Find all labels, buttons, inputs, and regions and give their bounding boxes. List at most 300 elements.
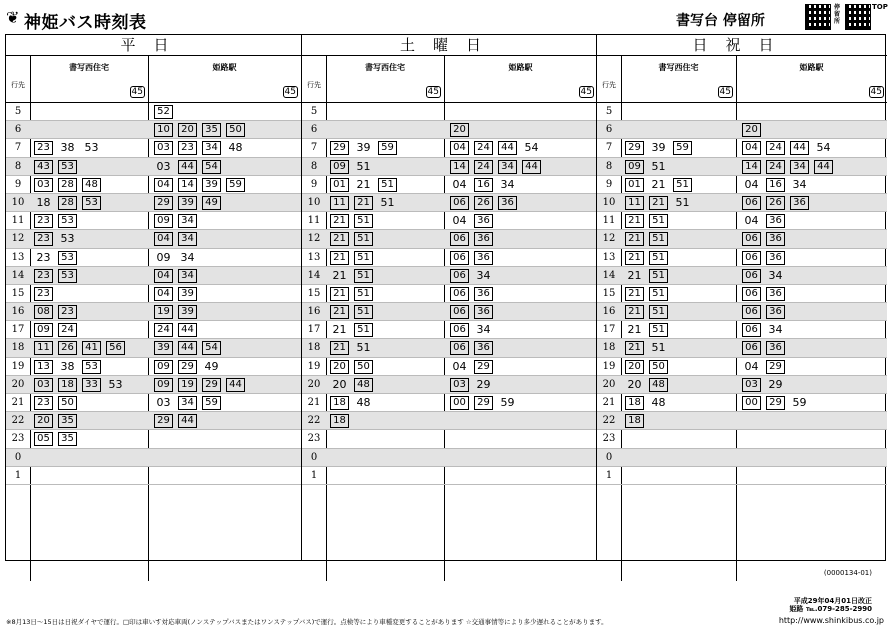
departure-minute: 44: [814, 160, 833, 174]
hour-label: 6: [14, 124, 22, 136]
departure-minute: 03: [154, 141, 173, 155]
timetable-rows: [597, 103, 887, 485]
qr-code-icon[interactable]: [805, 4, 831, 30]
minutes-cell: [34, 194, 106, 212]
hour-row: [597, 249, 887, 267]
top-link[interactable]: TOP: [872, 3, 888, 11]
minutes-cell: [330, 303, 378, 321]
hour-row: [6, 303, 301, 321]
timetable-code: (0000134-01): [823, 569, 872, 577]
departure-minute: 51: [354, 214, 373, 228]
qr-code-icon[interactable]: [845, 4, 871, 30]
departure-minute: 59: [378, 141, 397, 155]
departure-minute: 20: [34, 414, 53, 428]
minutes-cell: [154, 339, 226, 357]
departure-minute: 44: [178, 341, 197, 355]
departure-minute: 09: [330, 160, 349, 174]
dest-col-label: 行先: [11, 81, 25, 89]
departure-minute: 34: [498, 160, 517, 174]
departure-minute: 36: [766, 305, 785, 319]
departure-minute: 06: [450, 251, 469, 265]
minutes-cell: [742, 358, 790, 376]
departure-minute: 18: [58, 378, 77, 392]
hour-row: [597, 376, 887, 394]
departure-minute: 04: [744, 214, 759, 228]
departure-minute: 11: [330, 196, 349, 210]
departure-minute: 06: [450, 305, 469, 319]
minutes-cell: [34, 394, 82, 412]
minutes-cell: [450, 376, 498, 394]
minutes-cell: [154, 358, 226, 376]
hour-label: 7: [14, 142, 22, 154]
hour-label: 16: [11, 306, 25, 318]
minutes-cell: [625, 394, 673, 412]
departure-minute: 44: [178, 414, 197, 428]
hour-label: 18: [602, 342, 616, 354]
minutes-cell: [742, 394, 814, 412]
website-link[interactable]: http://www.shinkibus.co.jp: [778, 616, 884, 625]
departure-minute: 21: [625, 214, 644, 228]
departure-minute: 24: [474, 160, 493, 174]
minutes-cell: [330, 394, 378, 412]
hour-row: [597, 303, 887, 321]
departure-minute: 53: [60, 232, 75, 246]
hour-row: [597, 285, 887, 303]
departure-minute: 06: [450, 287, 469, 301]
hour-row: [6, 339, 301, 357]
minutes-cell: [450, 212, 498, 230]
hour-row: [597, 339, 887, 357]
departure-minute: 51: [354, 232, 373, 246]
departure-minute: 59: [226, 178, 245, 192]
hour-label: 23: [307, 433, 321, 445]
departure-minute: 23: [34, 287, 53, 301]
contact-phone: 姫路 ℡.079-285-2990: [789, 605, 872, 613]
hour-label: 15: [11, 287, 25, 299]
departure-minute: 56: [106, 341, 125, 355]
minutes-cell: [330, 376, 378, 394]
minutes-cell: [34, 230, 82, 248]
departure-minute: 23: [34, 232, 53, 246]
hour-label: 17: [11, 324, 25, 336]
hour-label: 6: [605, 124, 613, 136]
departure-minute: 23: [34, 141, 53, 155]
departure-minute: 51: [354, 287, 373, 301]
minutes-cell: [625, 267, 673, 285]
departure-minute: 52: [154, 105, 173, 119]
hour-label: 5: [14, 106, 22, 117]
departure-minute: 59: [792, 396, 807, 409]
route-number: 45: [284, 87, 296, 97]
departure-minute: 38: [60, 141, 75, 155]
destination-name: 姫路駅: [212, 63, 237, 72]
hour-label: 15: [602, 287, 616, 299]
departure-minute: 51: [380, 195, 395, 209]
departure-minute: 23: [34, 214, 53, 228]
departure-minute: 53: [58, 269, 77, 283]
hour-row: [597, 230, 887, 248]
minutes-cell: [742, 249, 790, 267]
hour-label: 13: [11, 251, 25, 263]
departure-minute: 21: [332, 323, 347, 337]
departure-minute: 48: [649, 378, 668, 392]
hour-row: [597, 212, 887, 230]
hour-label: 1: [605, 469, 613, 481]
dest-header: [30, 56, 148, 102]
departure-minute: 54: [524, 141, 539, 155]
departure-minute: 33: [82, 378, 101, 392]
hour-row: [6, 430, 301, 448]
departure-minute: 21: [332, 268, 347, 282]
column-header: [597, 56, 887, 103]
departure-minute: 51: [651, 341, 666, 355]
minutes-cell: [154, 139, 250, 157]
departure-minute: 24: [474, 141, 493, 155]
departure-minute: 20: [332, 377, 347, 391]
hour-row: [302, 376, 597, 394]
minutes-cell: [34, 285, 58, 303]
minutes-cell: [625, 230, 673, 248]
departure-minute: 26: [766, 196, 785, 210]
departure-minute: 04: [452, 177, 467, 191]
departure-minute: 34: [500, 177, 515, 191]
dest-header: [326, 56, 444, 102]
hour-row: [302, 412, 597, 430]
departure-minute: 14: [178, 178, 197, 192]
minutes-cell: [330, 285, 378, 303]
departure-minute: 50: [226, 123, 245, 137]
departure-minute: 03: [34, 178, 53, 192]
hour-row: [6, 194, 301, 212]
departure-minute: 03: [450, 378, 469, 392]
hour-label: 15: [307, 287, 321, 299]
departure-minute: 44: [178, 323, 197, 337]
minutes-cell: [450, 267, 498, 285]
route-number: 45: [131, 87, 143, 97]
departure-minute: 21: [356, 177, 371, 191]
departure-minute: 51: [649, 305, 668, 319]
hour-label: 13: [307, 251, 321, 263]
hour-label: 14: [307, 269, 321, 281]
column-header: [302, 56, 597, 103]
departure-minute: 34: [792, 177, 807, 191]
departure-minute: 29: [766, 360, 785, 374]
departure-minute: 03: [34, 378, 53, 392]
minutes-cell: [34, 358, 106, 376]
departure-minute: 21: [627, 323, 642, 337]
departure-minute: 34: [180, 250, 195, 264]
departure-minute: 13: [34, 360, 53, 374]
departure-minute: 51: [354, 305, 373, 319]
departure-minute: 21: [625, 341, 644, 355]
minutes-cell: [742, 176, 814, 194]
departure-minute: 29: [474, 396, 493, 410]
departure-minute: 06: [742, 341, 761, 355]
hour-row: [302, 267, 597, 285]
hour-row: [597, 358, 887, 376]
departure-minute: 05: [34, 432, 53, 446]
departure-minute: 51: [354, 323, 373, 337]
hour-label: 22: [11, 415, 25, 427]
departure-minute: 29: [766, 396, 785, 410]
departure-minute: 09: [154, 360, 173, 374]
departure-minute: 54: [202, 160, 221, 174]
minutes-cell: [625, 285, 673, 303]
minutes-cell: [34, 303, 82, 321]
hour-label: 0: [310, 451, 318, 463]
column-header: [6, 56, 301, 103]
departure-minute: 11: [625, 196, 644, 210]
hour-row: [6, 230, 301, 248]
departure-minute: 29: [330, 141, 349, 155]
departure-minute: 24: [154, 323, 173, 337]
departure-minute: 44: [790, 141, 809, 155]
hour-label: 13: [602, 251, 616, 263]
departure-minute: 34: [178, 232, 197, 246]
departure-minute: 49: [204, 359, 219, 373]
minutes-cell: [154, 412, 202, 430]
hour-label: 6: [310, 124, 318, 136]
departure-minute: 51: [673, 178, 692, 192]
departure-minute: 21: [330, 232, 349, 246]
minutes-cell: [450, 321, 498, 339]
saturday-section: [301, 35, 597, 560]
departure-minute: 48: [82, 178, 101, 192]
minutes-cell: [330, 176, 402, 194]
minutes-cell: [625, 158, 673, 176]
hour-row: [6, 158, 301, 176]
departure-minute: 34: [178, 214, 197, 228]
departure-minute: 10: [154, 123, 173, 137]
hour-label: 10: [11, 196, 25, 208]
departure-minute: 36: [474, 214, 493, 228]
hour-row: [6, 321, 301, 339]
departure-minute: 53: [58, 251, 77, 265]
minutes-cell: [330, 412, 354, 430]
hour-label: 7: [605, 142, 613, 154]
hour-row: [597, 139, 887, 157]
departure-minute: 21: [354, 196, 373, 210]
hour-label: 0: [605, 451, 613, 463]
day-header: 土曜日: [302, 35, 597, 56]
minutes-cell: [154, 103, 178, 121]
weekday-section: [6, 35, 301, 560]
hour-label: 21: [307, 397, 321, 408]
hour-label: 21: [602, 397, 616, 408]
hour-row: [597, 394, 887, 412]
hour-label: 18: [11, 342, 25, 354]
departure-minute: 24: [58, 323, 77, 337]
departure-minute: 51: [649, 251, 668, 265]
hour-row: [597, 321, 887, 339]
hour-row: [597, 121, 887, 139]
footer: [0, 561, 892, 635]
departure-minute: 20: [330, 360, 349, 374]
revision-info: [789, 597, 872, 613]
departure-minute: 48: [354, 378, 373, 392]
route-number: 45: [870, 87, 882, 97]
minutes-cell: [330, 158, 378, 176]
minutes-cell: [34, 339, 130, 357]
departure-minute: 53: [108, 377, 123, 391]
departure-minute: 34: [790, 160, 809, 174]
hour-label: 14: [11, 269, 25, 281]
departure-minute: 39: [178, 305, 197, 319]
minutes-cell: [742, 303, 790, 321]
hour-label: 12: [11, 233, 25, 245]
departure-minute: 00: [450, 396, 469, 410]
hour-label: 18: [307, 342, 321, 354]
hour-row: [302, 321, 597, 339]
departure-minute: 28: [58, 196, 77, 210]
minutes-cell: [330, 249, 378, 267]
departure-minute: 51: [378, 178, 397, 192]
departure-minute: 06: [742, 232, 761, 246]
minutes-cell: [450, 249, 498, 267]
hour-label: 14: [602, 269, 616, 281]
hour-label: 10: [602, 196, 616, 208]
departure-minute: 14: [450, 160, 469, 174]
minutes-cell: [154, 158, 226, 176]
departure-minute: 18: [625, 396, 644, 410]
departure-minute: 50: [58, 396, 77, 410]
departure-minute: 19: [178, 378, 197, 392]
departure-minute: 54: [202, 341, 221, 355]
departure-minute: 06: [742, 269, 761, 283]
departure-minute: 04: [742, 141, 761, 155]
hour-row: [6, 139, 301, 157]
departure-minute: 18: [330, 396, 349, 410]
departure-minute: 51: [354, 251, 373, 265]
minutes-cell: [154, 394, 226, 412]
hour-row: [597, 194, 887, 212]
hour-label: 19: [602, 360, 616, 372]
departure-minute: 04: [744, 177, 759, 191]
departure-minute: 51: [649, 214, 668, 228]
departure-minute: 18: [625, 414, 644, 428]
departure-minute: 20: [178, 123, 197, 137]
departure-minute: 06: [450, 341, 469, 355]
departure-minute: 29: [154, 414, 173, 428]
minutes-cell: [34, 412, 82, 430]
departure-minute: 09: [154, 378, 173, 392]
hour-label: 8: [14, 160, 22, 172]
route-number: 45: [719, 87, 731, 97]
hour-row: [302, 103, 597, 121]
departure-minute: 21: [625, 287, 644, 301]
departure-minute: 09: [34, 323, 53, 337]
minutes-cell: [742, 121, 766, 139]
departure-minute: 49: [202, 196, 221, 210]
departure-minute: 53: [82, 196, 101, 210]
hour-label: 21: [11, 397, 25, 408]
departure-minute: 53: [58, 160, 77, 174]
hour-row: [6, 412, 301, 430]
departure-minute: 51: [649, 287, 668, 301]
hour-row: [302, 303, 597, 321]
hour-label: 17: [602, 324, 616, 336]
minutes-cell: [154, 376, 250, 394]
departure-minute: 29: [154, 196, 173, 210]
minutes-cell: [34, 267, 82, 285]
hour-label: 7: [310, 142, 318, 154]
departure-minute: 06: [450, 232, 469, 246]
minutes-cell: [625, 412, 649, 430]
departure-minute: 04: [154, 287, 173, 301]
minutes-cell: [154, 249, 202, 267]
hour-row: [302, 394, 597, 412]
minutes-cell: [742, 285, 790, 303]
departure-minute: 01: [330, 178, 349, 192]
hour-row: [597, 430, 887, 448]
departure-minute: 39: [178, 196, 197, 210]
departure-minute: 11: [34, 341, 53, 355]
departure-minute: 29: [474, 360, 493, 374]
dest-col-label: 行先: [307, 81, 321, 89]
hour-row: [302, 139, 597, 157]
hour-label: 10: [307, 196, 321, 208]
departure-minute: 21: [649, 196, 668, 210]
destination-name: 書写西住宅: [365, 63, 405, 72]
hour-row: [302, 158, 597, 176]
destination-name: 書写西住宅: [658, 63, 699, 72]
minutes-cell: [742, 158, 838, 176]
footnote: ※8月13日～15日は日祝ダイヤで運行。□印は車いす対応車両(ノンステップバスまたはワンステップバス)で運行。点検等により車種変更することがあります ☆交通事情等により多少遅れることがあります。: [6, 618, 608, 626]
hour-row: [302, 194, 597, 212]
hour-label: 23: [11, 433, 25, 445]
departure-minute: 48: [228, 141, 243, 155]
departure-minute: 50: [649, 360, 668, 374]
timetable: [5, 34, 886, 561]
departure-minute: 48: [356, 396, 371, 409]
route-number: 45: [427, 87, 439, 97]
hour-row: [6, 449, 301, 467]
departure-minute: 26: [58, 341, 77, 355]
departure-minute: 06: [450, 323, 469, 337]
departure-minute: 29: [625, 141, 644, 155]
departure-minute: 36: [474, 341, 493, 355]
stop-name: 書写台 停留所: [676, 13, 765, 29]
departure-minute: 04: [154, 269, 173, 283]
minutes-cell: [330, 194, 402, 212]
departure-minute: 59: [500, 396, 515, 409]
departure-minute: 38: [60, 359, 75, 373]
destination-name: 書写西住宅: [69, 63, 109, 72]
hour-row: [6, 376, 301, 394]
departure-minute: 06: [742, 305, 761, 319]
day-header: 日祝日: [597, 35, 887, 56]
hour-row: [302, 285, 597, 303]
departure-minute: 41: [82, 341, 101, 355]
departure-minute: 21: [651, 177, 666, 191]
departure-minute: 09: [156, 250, 171, 264]
departure-minute: 06: [450, 196, 469, 210]
departure-minute: 51: [356, 341, 371, 355]
hour-row: [597, 176, 887, 194]
departure-minute: 21: [625, 251, 644, 265]
departure-minute: 21: [625, 232, 644, 246]
departure-minute: 20: [742, 123, 761, 137]
departure-minute: 36: [766, 214, 785, 228]
minutes-cell: [34, 321, 82, 339]
departure-minute: 35: [58, 414, 77, 428]
dest-header: [444, 56, 597, 102]
minutes-cell: [450, 303, 498, 321]
departure-minute: 53: [82, 360, 101, 374]
minutes-cell: [34, 139, 106, 157]
minutes-cell: [450, 139, 546, 157]
departure-minute: 03: [156, 159, 171, 173]
